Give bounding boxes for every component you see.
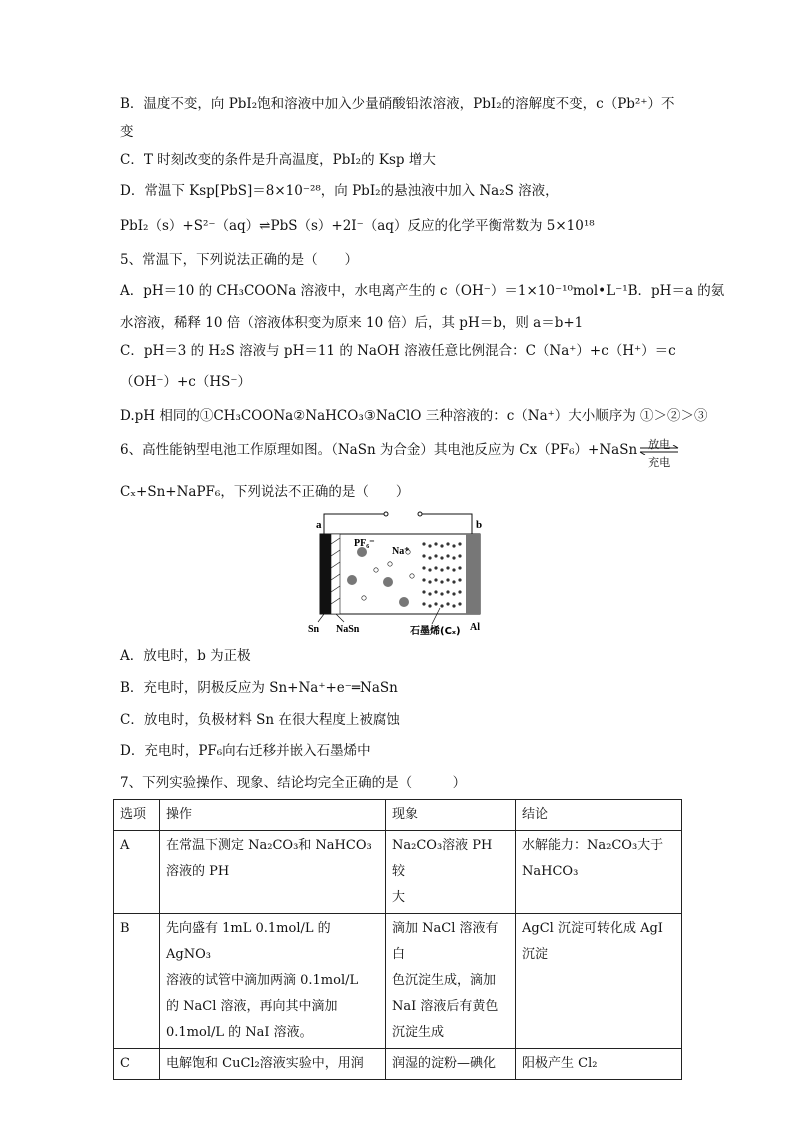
q5-option-c-cont: （OH⁻）+c（HS⁻） (120, 374, 251, 390)
q5-option-d: D.pH 相同的①CH₃COONa②NaHCO₃③NaClO 三种溶液的：c（Na⁺）大小顺序为 ①＞②＞③ (120, 408, 708, 424)
q4-option-d-line1: D．常温下 Ksp[PbS]＝8×10⁻²⁸，向 PbI₂的悬浊液中加入 Na₂S 溶液， (120, 183, 559, 199)
row-conclusion (516, 831, 682, 914)
label-graphene: 石墨烯(Cₓ) (410, 626, 461, 637)
label-sn: Sn (308, 624, 320, 635)
q4-option-c: C．T 时刻改变的条件是升高温度，PbI₂的 Ksp 增大 (120, 152, 436, 168)
q4-option-b-line2: 变 (120, 124, 134, 140)
table-row (114, 914, 682, 1049)
row-conclusion (516, 914, 682, 1049)
label-al: Al (470, 622, 480, 633)
cell-line: NaHCO₃ (522, 864, 579, 879)
row-option: A (114, 831, 160, 914)
cell-line: 先向盛有 1mL 0.1mol/L 的 AgNO₃ (166, 921, 331, 962)
q5-option-a-cont: 水溶液，稀释 10 倍（溶液体积变为原来 10 倍）后，其 pH＝b，则 a＝b+1 (120, 315, 584, 331)
cell-line: 润湿的淀粉—碘化 (392, 1056, 497, 1071)
q6-title-text: 6、高性能钠型电池工作原理如图。（NaSn 为合金）其电池反应为 Cx（PF₆）+NaSn (120, 442, 638, 458)
cell-line: 0.1mol/L 的 NaI 溶液。 (166, 1025, 313, 1040)
row-phenomenon (386, 914, 516, 1049)
q5-option-c: C．pH＝3 的 H₂S 溶液与 pH＝11 的 NaOH 溶液任意比例混合：C（Na⁺）+c（H⁺）＝c (120, 343, 676, 359)
row-option: C (114, 1049, 160, 1080)
q6-title (120, 437, 681, 469)
q6-title-line2: Cₓ+Sn+NaPF₆，下列说法不正确的是（ ） (120, 484, 410, 500)
cell-line: 滴加 NaCl 溶液有白 (392, 921, 499, 962)
header-conclusion: 结论 (516, 800, 682, 831)
q5-title: 5、常温下，下列说法正确的是（ ） (120, 252, 359, 268)
table-row (114, 1049, 682, 1080)
q4-option-d-line2: PbI₂（s）+S²⁻（aq）⇌PbS（s）+2I⁻（aq）反应的化学平衡常数为 5×10¹⁸ (120, 218, 595, 234)
cell-line: NaI 溶液后有黄色 (392, 999, 499, 1014)
q5-option-a: A．pH＝10 的 CH₃COONa 溶液中，水电离产生的 c（OH⁻）＝1×10⁻¹⁰mol•L⁻¹B．pH＝a 的氨 (120, 283, 725, 299)
battery-diagram (300, 508, 500, 640)
cell-line: 在常温下测定 Na₂CO₃和 NaHCO₃ (166, 838, 372, 853)
label-na-ion: Na⁺ (392, 546, 410, 557)
q6-option-d: D．充电时，PF₆向右迁移并嵌入石墨烯中 (120, 743, 371, 759)
header-option: 选项 (114, 800, 160, 831)
equilibrium-arrow-icon (639, 437, 679, 469)
table-row (114, 831, 682, 914)
q6-option-c: C．放电时，负极材料 Sn 在很大程度上被腐蚀 (120, 712, 400, 728)
cell-line: 沉淀生成 (392, 1025, 445, 1040)
row-option: B (114, 914, 160, 1049)
experiment-table (113, 799, 682, 1080)
cell-line: 的 NaCl 溶液，再向其中滴加 (166, 999, 338, 1014)
cell-line: 溶液的 PH (166, 864, 230, 879)
arrow-label-discharge: 放电 (648, 437, 671, 451)
cell-line: 溶液的试管中滴加两滴 0.1mol/L (166, 973, 359, 988)
table-header-row (114, 800, 682, 831)
cell-line: AgCl 沉淀可转化成 AgI (522, 921, 663, 936)
row-operation (160, 1049, 386, 1080)
q7-title: 7、下列实验操作、现象、结论均完全正确的是（ ） (120, 775, 467, 791)
row-operation (160, 831, 386, 914)
header-operation: 操作 (160, 800, 386, 831)
q6-option-b: B．充电时，阴极反应为 Sn+Na⁺+e⁻═NaSn (120, 680, 398, 696)
cell-line: 水解能力：Na₂CO₃大于 (522, 838, 664, 853)
row-operation (160, 914, 386, 1049)
cell-line: 电解饱和 CuCl₂溶液实验中，用润 (166, 1056, 364, 1071)
row-phenomenon (386, 1049, 516, 1080)
label-b: b (476, 519, 483, 531)
header-phenomenon: 现象 (386, 800, 516, 831)
label-pf6: PF₆⁻ (354, 538, 375, 549)
cell-line: 大 (392, 890, 406, 905)
cell-line: 沉淀 (522, 947, 549, 962)
arrow-label-charge: 充电 (648, 455, 671, 469)
q4-option-b-line1: B．温度不变，向 PbI₂饱和溶液中加入少量硝酸铅浓溶液，PbI₂的溶解度不变，c（Pb²⁺）不 (120, 96, 675, 112)
row-phenomenon (386, 831, 516, 914)
cell-line: Na₂CO₃溶液 PH 较 (392, 838, 493, 879)
row-conclusion (516, 1049, 682, 1080)
cell-line: 色沉淀生成，滴加 (392, 973, 497, 988)
label-a: a (316, 519, 322, 531)
cell-line: 阳极产生 Cl₂ (522, 1056, 598, 1071)
label-nasn: NaSn (336, 624, 360, 635)
q6-option-a: A．放电时，b 为正极 (120, 648, 251, 664)
